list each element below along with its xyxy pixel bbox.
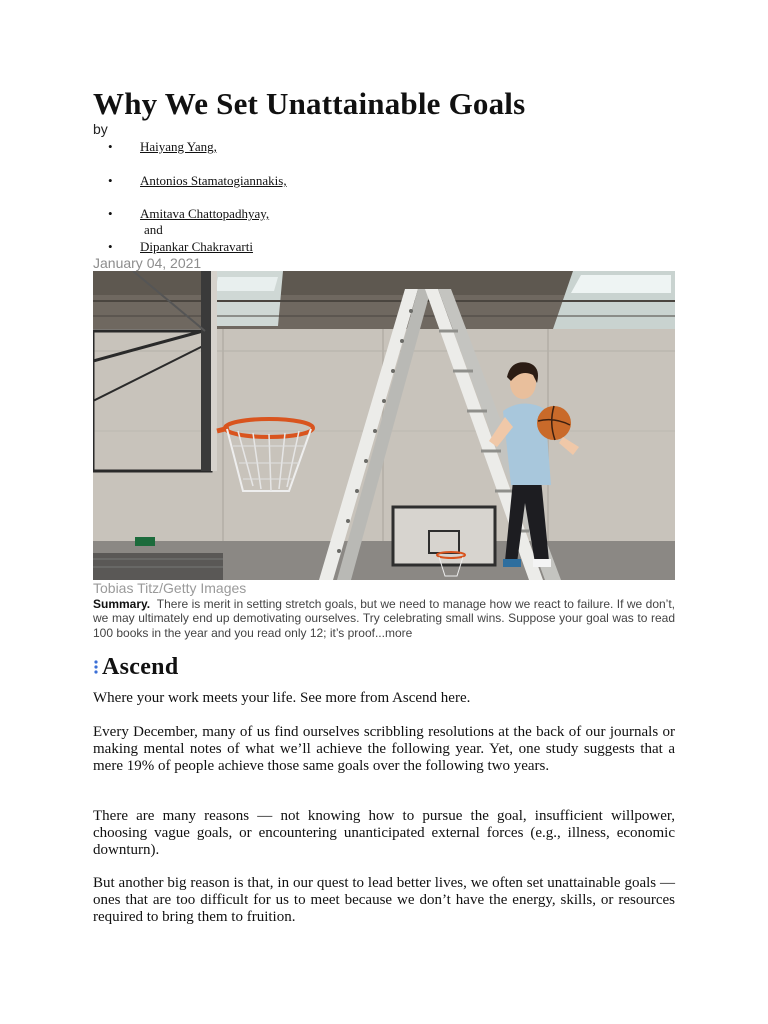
logo-dots-icon [93,660,99,674]
paragraph-1: Every December, many of us find ourselves scribbling resolutions at the back of our journals or making mental notes of what we’ll achieve the following year. Yet, one study suggests that a mere 19% of people achieve those same goals over the following two years. [93,724,675,774]
author-link-2[interactable]: Antonios Stamatogiannakis, [140,173,287,188]
more-link[interactable]: more [384,625,413,640]
by-label: by [93,121,108,137]
and-label: and [144,222,163,237]
summary-text: There is merit in setting stretch goals, but we need to manage how we react to failure. If we don’t, we may ultimately end up demotivating ourselves. Try celebrating small wins. Suppose your goal was to read 100 books in the year and you read only 12; it’s proof... [93,597,675,640]
summary-label: Summary. [93,597,151,611]
image-credit: Tobias Titz/Getty Images [93,580,247,596]
author-link-3[interactable]: Amitava Chattopadhyay, [140,206,270,221]
bullet-icon: • [108,139,113,154]
paragraph-3: But another big reason is that, in our quest to lead better lives, we often set unattainable goals — ones that are too difficult for us to meet because we don’t have the energy, skills, or resources required to bring them to fruition. [93,875,675,925]
logo-text: Ascend [102,653,179,680]
bullet-icon: • [108,206,113,221]
ascend-logo[interactable] [93,654,178,680]
paragraph-2: There are many reasons — not knowing how to pursue the goal, insufficient willpower, choosing vague goals, or encountering unanticipated external forces (e.g., illness, economic downturn). [93,808,675,858]
author-link-1[interactable]: Haiyang Yang, [140,139,217,154]
hero-illustration [93,271,675,580]
author-link-4[interactable]: Dipankar Chakravarti [140,239,253,254]
bullet-icon: • [108,239,113,254]
publish-date: January 04, 2021 [93,255,202,271]
summary [93,597,675,640]
article-title: Why We Set Unattainable Goals [93,86,526,121]
hero-image [93,271,675,580]
bullet-icon: • [108,173,113,188]
tagline: Where your work meets your life. See more from Ascend here. [93,690,471,706]
